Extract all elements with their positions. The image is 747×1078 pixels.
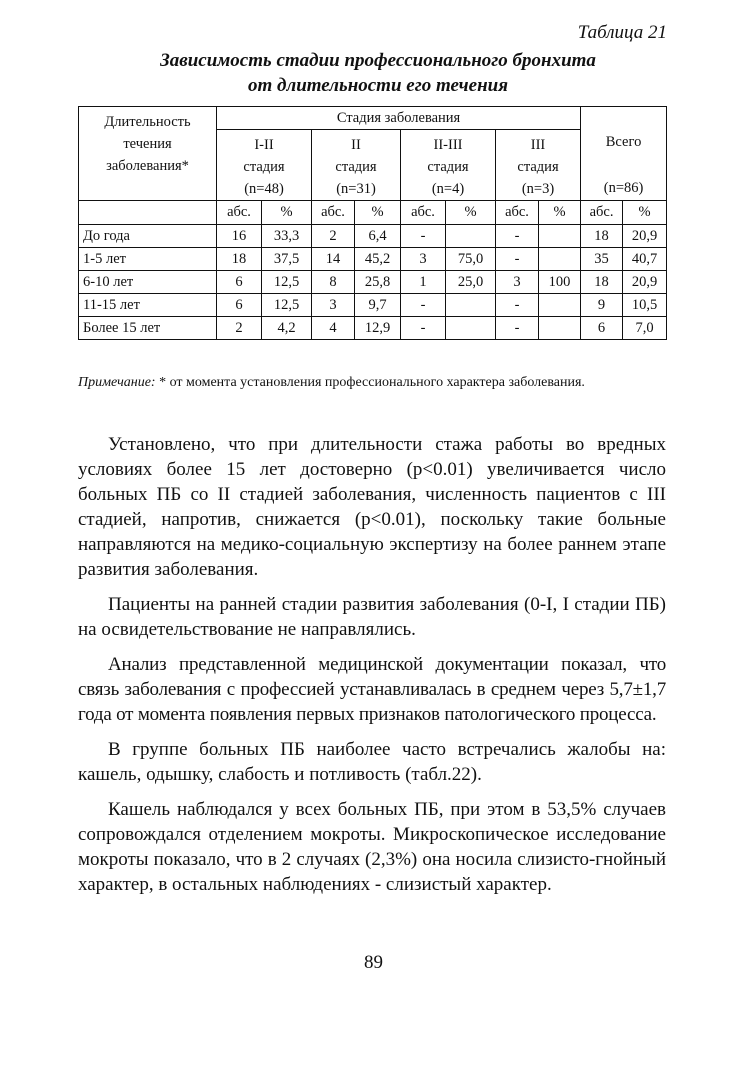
table-cell — [539, 248, 581, 271]
table-cell: - — [496, 225, 539, 248]
stage-word: стадия — [517, 159, 559, 175]
table-cell: 18 — [217, 248, 262, 271]
table-cell: 16 — [217, 225, 262, 248]
body-text — [78, 432, 666, 907]
table-cell: 40,7 — [623, 248, 667, 271]
table-cell: 37,5 — [262, 248, 312, 271]
stage-n: (n=48) — [244, 181, 284, 197]
row-label: 1-5 лет — [79, 248, 217, 271]
pct-header: % — [623, 201, 667, 225]
stage-n: (n=3) — [521, 181, 555, 197]
paragraph: Кашель наблюдался у всех больных ПБ, при этом в 53,5% случаев сопровождался отделением мокроты. Микроскопическое исследование мокроты показало, что в 2 случаях (2,3%) она носила слизисто-гнойный характер, в остальных наблюдениях - слизистый характер. — [78, 799, 666, 895]
table-cell — [539, 225, 581, 248]
stage-word: стадия — [243, 159, 285, 175]
stage-word: стадия — [427, 159, 469, 175]
table-cell: - — [496, 317, 539, 340]
table-caption — [78, 48, 678, 98]
table-cell: - — [401, 294, 446, 317]
table-label: Таблица 21 — [577, 22, 667, 43]
total-header — [581, 107, 667, 201]
table-cell: 18 — [581, 271, 623, 294]
duration-header-line: заболевания* — [106, 158, 189, 174]
row-label: До года — [79, 225, 217, 248]
table-cell: 7,0 — [623, 317, 667, 340]
pct-header: % — [446, 201, 496, 225]
row-label: 6-10 лет — [79, 271, 217, 294]
stage-col-header — [312, 130, 401, 201]
total-header-n: (n=86) — [603, 180, 644, 196]
stage-name: II-III — [433, 137, 463, 153]
table-cell: 18 — [581, 225, 623, 248]
table-cell: 20,9 — [623, 271, 667, 294]
paragraph: Установлено, что при длительности стажа работы во вредных условиях более 15 лет достоверно (p<0.01) увеличивается число больных ПБ со II стадией заболевания, численность пациентов с III стадией, напротив, снижается (p<0.01), поскольку такие больные направляются на медико-социальную экспертизу на более раннем этапе развития заболевания. — [78, 434, 666, 580]
table-cell: 35 — [581, 248, 623, 271]
table-cell: 100 — [539, 271, 581, 294]
table-cell: 12,5 — [262, 271, 312, 294]
stage-name: III — [530, 137, 546, 153]
table-note — [78, 372, 678, 393]
abs-header: абс. — [496, 201, 539, 225]
total-header-label: Всего — [605, 134, 642, 150]
table-cell: 3 — [401, 248, 446, 271]
duration-header-line: течения — [123, 136, 172, 152]
stage-n: (n=31) — [336, 181, 376, 197]
table-cell: 4,2 — [262, 317, 312, 340]
table-cell: 45,2 — [355, 248, 401, 271]
table-row — [79, 294, 667, 317]
table-cell: 6,4 — [355, 225, 401, 248]
duration-header — [79, 107, 217, 201]
stage-n: (n=4) — [431, 181, 465, 197]
abs-header: абс. — [581, 201, 623, 225]
stage-header: Стадия заболевания — [217, 107, 581, 130]
caption-line: Зависимость стадии профессионального бронхита — [160, 50, 596, 71]
table-cell: 3 — [312, 294, 355, 317]
duration-header-spacer — [79, 201, 217, 225]
table-cell — [539, 317, 581, 340]
table-cell — [446, 225, 496, 248]
table-cell: - — [496, 248, 539, 271]
table-cell: 12,5 — [262, 294, 312, 317]
caption-line: от длительности его течения — [248, 75, 508, 96]
table-cell: 12,9 — [355, 317, 401, 340]
stage-duration-table — [78, 106, 667, 340]
table-cell: 6 — [217, 294, 262, 317]
abs-header: абс. — [312, 201, 355, 225]
table-cell: 9,7 — [355, 294, 401, 317]
stage-col-header — [496, 130, 581, 201]
stage-name: II — [351, 137, 361, 153]
paragraph: В группе больных ПБ наиболее часто встречались жалобы на: кашель, одышку, слабость и потливость (табл.22). — [78, 739, 666, 785]
table-cell: - — [401, 317, 446, 340]
table-cell: 4 — [312, 317, 355, 340]
table-cell: 6 — [217, 271, 262, 294]
table-cell — [446, 317, 496, 340]
paragraph: Анализ представленной медицинской документации показал, что связь заболевания с профессией устанавливалась в среднем через 5,7±1,7 года от момента появления первых признаков патологического процесса. — [78, 654, 666, 725]
stage-col-header — [401, 130, 496, 201]
note-label: Примечание: — [78, 375, 156, 390]
table-cell: 33,3 — [262, 225, 312, 248]
table-cell: 20,9 — [623, 225, 667, 248]
duration-header-line: Длительность — [104, 114, 191, 130]
stage-word: стадия — [335, 159, 377, 175]
table-row — [79, 248, 667, 271]
table-cell: - — [401, 225, 446, 248]
table-cell: 25,8 — [355, 271, 401, 294]
row-label: Более 15 лет — [79, 317, 217, 340]
abs-header: абс. — [401, 201, 446, 225]
stage-col-header — [217, 130, 312, 201]
pct-header: % — [262, 201, 312, 225]
table-cell: 1 — [401, 271, 446, 294]
stage-name: I-II — [254, 137, 274, 153]
table-cell: 75,0 — [446, 248, 496, 271]
table-cell — [446, 294, 496, 317]
page-number: 89 — [364, 952, 383, 973]
paragraph: Пациенты на ранней стадии развития заболевания (0-I, I стадии ПБ) на освидетельствование не направлялись. — [78, 594, 666, 640]
pct-header: % — [355, 201, 401, 225]
table-cell: 3 — [496, 271, 539, 294]
table-cell: 2 — [312, 225, 355, 248]
note-text: * от момента установления профессионального характера заболевания. — [159, 375, 585, 390]
table-cell: 6 — [581, 317, 623, 340]
table-cell: 10,5 — [623, 294, 667, 317]
pct-header: % — [539, 201, 581, 225]
table-row — [79, 225, 667, 248]
abs-header: абс. — [217, 201, 262, 225]
table-cell: - — [496, 294, 539, 317]
table-cell: 25,0 — [446, 271, 496, 294]
table-body — [79, 225, 667, 340]
table-row — [79, 271, 667, 294]
table-cell: 2 — [217, 317, 262, 340]
table-cell — [539, 294, 581, 317]
table-cell: 14 — [312, 248, 355, 271]
table-row — [79, 317, 667, 340]
table-cell: 9 — [581, 294, 623, 317]
table-cell: 8 — [312, 271, 355, 294]
row-label: 11-15 лет — [79, 294, 217, 317]
